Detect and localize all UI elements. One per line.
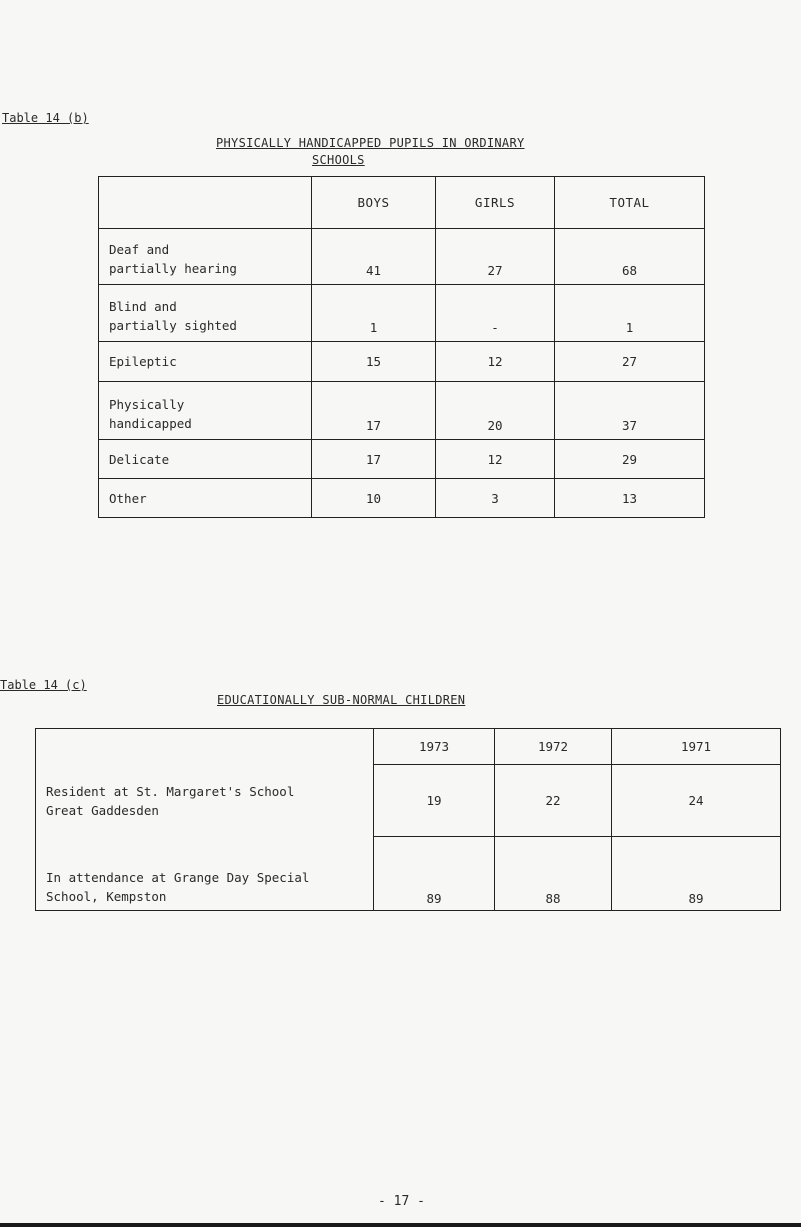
table-c-header-1972: 1972 <box>495 729 612 765</box>
cell-total: 29 <box>555 440 705 479</box>
table-b-header-girls: GIRLS <box>436 177 555 229</box>
table-row <box>99 285 705 342</box>
row-label: Blind and partially sighted <box>99 285 312 342</box>
table-b-title-line1: PHYSICALLY HANDICAPPED PUPILS IN ORDINARY <box>216 136 525 150</box>
row-label: Resident at St. Margaret's School Great Gaddesden <box>36 765 374 837</box>
table-c-title: EDUCATIONALLY SUB-NORMAL CHILDREN <box>217 693 466 707</box>
table-row <box>99 440 705 479</box>
table-b <box>98 176 705 518</box>
cell-girls: 12 <box>436 440 555 479</box>
cell-boys: 10 <box>312 479 436 518</box>
table-b-header-row <box>99 177 705 229</box>
table-row <box>99 342 705 382</box>
cell-boys: 17 <box>312 440 436 479</box>
cell-girls: - <box>436 285 555 342</box>
table-c-label: Table 14 (c) <box>0 678 87 692</box>
cell-1972: 88 <box>495 837 612 911</box>
cell-boys: 1 <box>312 285 436 342</box>
row-label: In attendance at Grange Day Special School, Kempston <box>36 837 374 911</box>
cell-girls: 20 <box>436 382 555 440</box>
page-bottom-edge <box>0 1223 801 1227</box>
cell-1971: 89 <box>612 837 781 911</box>
table-row <box>99 229 705 285</box>
cell-1973: 89 <box>374 837 495 911</box>
table-b-header-boys: BOYS <box>312 177 436 229</box>
table-b-label: Table 14 (b) <box>2 111 89 125</box>
table-b-header-blank <box>99 177 312 229</box>
table-b-header-total: TOTAL <box>555 177 705 229</box>
row-label: Epileptic <box>99 342 312 382</box>
table-c-header-row <box>36 729 781 765</box>
table-c <box>35 728 781 911</box>
cell-boys: 15 <box>312 342 436 382</box>
cell-total: 1 <box>555 285 705 342</box>
cell-boys: 41 <box>312 229 436 285</box>
table-row <box>36 837 781 911</box>
page-number: - 17 - <box>378 1194 425 1209</box>
table-b-title-line2: SCHOOLS <box>312 153 365 167</box>
table-c-header-blank <box>36 729 374 765</box>
cell-1971: 24 <box>612 765 781 837</box>
row-label: Physically handicapped <box>99 382 312 440</box>
cell-1973: 19 <box>374 765 495 837</box>
row-label: Deaf and partially hearing <box>99 229 312 285</box>
table-row <box>36 765 781 837</box>
cell-boys: 17 <box>312 382 436 440</box>
row-label: Delicate <box>99 440 312 479</box>
table-c-header-1973: 1973 <box>374 729 495 765</box>
cell-girls: 3 <box>436 479 555 518</box>
cell-total: 27 <box>555 342 705 382</box>
cell-girls: 27 <box>436 229 555 285</box>
cell-total: 37 <box>555 382 705 440</box>
row-label: Other <box>99 479 312 518</box>
cell-total: 13 <box>555 479 705 518</box>
cell-total: 68 <box>555 229 705 285</box>
cell-1972: 22 <box>495 765 612 837</box>
table-row <box>99 382 705 440</box>
table-row <box>99 479 705 518</box>
table-c-header-1971: 1971 <box>612 729 781 765</box>
cell-girls: 12 <box>436 342 555 382</box>
